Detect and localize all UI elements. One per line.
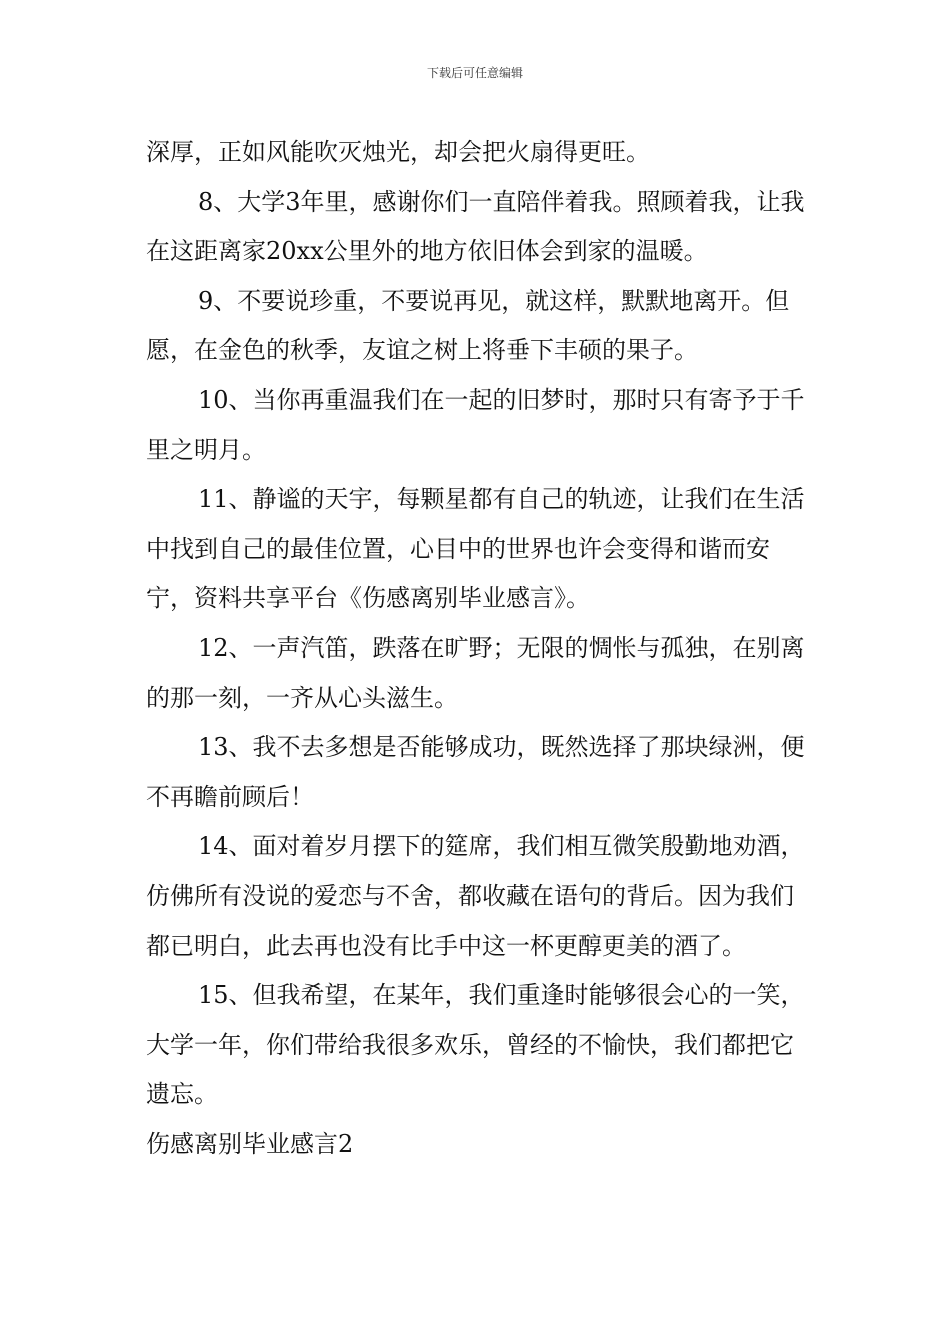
document-body (146, 128, 816, 1169)
paragraph-13: 13、我不去多想是否能够成功，既然选择了那块绿洲，便不再瞻前顾后！ (146, 733, 805, 811)
paragraph-12: 12、一声汽笛，跌落在旷野；无限的惆怅与孤独，在别离的那一刻，一齐从心头滋生。 (146, 633, 805, 712)
page-header-note: 下载后可任意编辑 (426, 66, 523, 80)
paragraph-11: 11、静谧的天宇，每颗星都有自己的轨迹，让我们在生活中找到自己的最佳位置，心目中的世界也许会变得和谐而安宁，资料共享平台《伤感离别毕业感言》。 (146, 485, 805, 613)
paragraph-14: 14、面对着岁月摆下的筵席，我们相互微笑殷勤地劝酒，仿佛所有没说的爱恋与不舍，都收藏在语句的背后。因为我们都已明白，此去再也没有比手中这一杯更醇更美的酒了。 (146, 832, 805, 960)
paragraph-10: 10、当你再重温我们在一起的旧梦时，那时只有寄予于千里之明月。 (146, 385, 805, 464)
continuation-paragraph: 深厚，正如风能吹灭烛光，却会把火扇得更旺。 (146, 138, 650, 166)
paragraph-15: 15、但我希望，在某年，我们重逢时能够很会心的一笑，大学一年，你们带给我很多欢乐，曾经的不愉快，我们都把它遗忘。 (146, 981, 805, 1109)
paragraph-9: 9、不要说珍重，不要说再见，就这样，默默地离开。但愿，在金色的秋季，友谊之树上将垂下丰硕的果子。 (146, 286, 790, 365)
paragraph-8: 8、大学3年里，感谢你们一直陪伴着我。照顾着我，让我在这距离家20xx公里外的地方依旧体会到家的温暖。 (146, 187, 805, 266)
section-heading: 伤感离别毕业感言2 (146, 1129, 354, 1158)
